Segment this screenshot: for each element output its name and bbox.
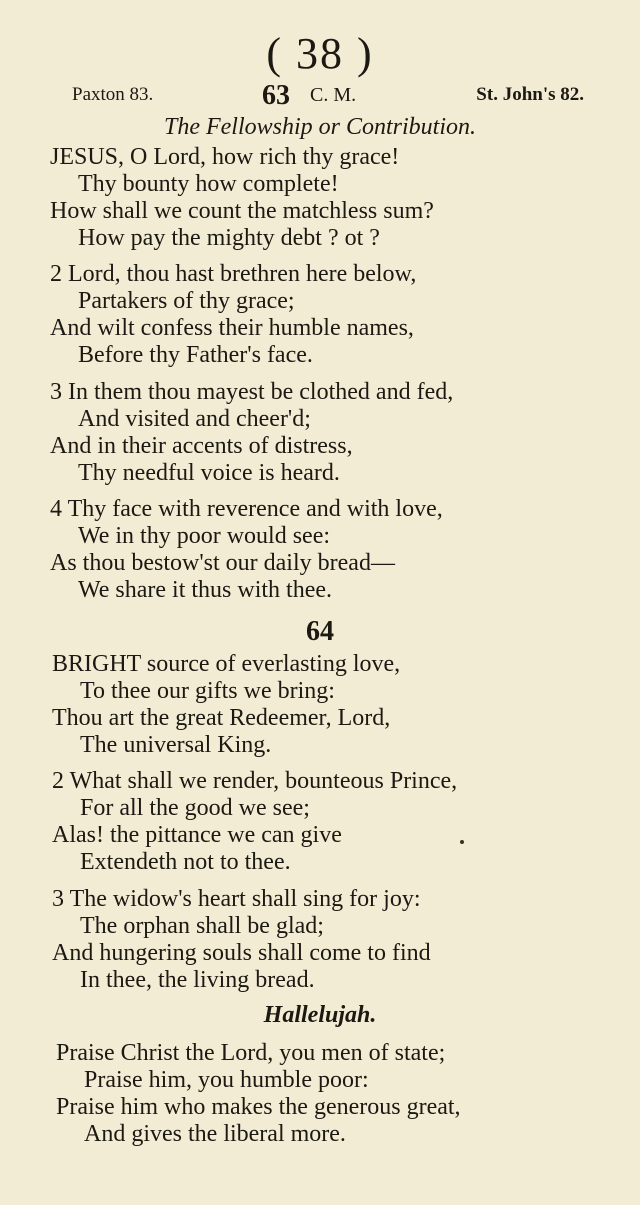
ink-speck xyxy=(460,840,464,844)
hymn63-s4-line2: We in thy poor would see: xyxy=(78,523,331,549)
hymn64-s3-line1: 3 The widow's heart shall sing for joy: xyxy=(52,886,421,912)
hallelujah-title: Hallelujah. xyxy=(263,1002,377,1028)
hymn-number-63: 63 xyxy=(262,80,290,111)
hymn-number-64: 64 xyxy=(306,616,334,647)
hymn63-s4-line4: We share it thus with thee. xyxy=(78,577,333,603)
hymn64-s3-line3: And hungering souls shall come to find xyxy=(52,940,431,966)
hymn64-s2-line3: Alas! the pittance we can give xyxy=(52,822,342,848)
hymn64-s2-line2: For all the good we see; xyxy=(80,795,310,821)
hymn63-s4-line1: 4 Thy face with reverence and with love, xyxy=(50,496,443,522)
hymn63-s2-line1: 2 Lord, thou hast brethren here below, xyxy=(50,261,417,287)
tune-name-left: Paxton 83. xyxy=(72,84,154,105)
hymn63-s4-line3: As thou bestow'st our daily bread— xyxy=(50,550,395,576)
hymn64-s2-line1: 2 What shall we render, bounteous Prince, xyxy=(52,768,458,794)
hymn64-s2-line4: Extendeth not to thee. xyxy=(80,849,291,875)
hallelujah-line3: Praise him who makes the generous great, xyxy=(56,1094,461,1120)
hymn63-s3-line1: 3 In them thou mayest be clothed and fed, xyxy=(50,379,454,405)
hymn63-s2-line2: Partakers of thy grace; xyxy=(78,288,295,314)
hymn63-s3-line2: And visited and cheer'd; xyxy=(78,406,311,432)
hymn64-s1-line2: To thee our gifts we bring: xyxy=(80,678,335,704)
hymn64-s1-line1: BRIGHT source of everlasting love, xyxy=(52,651,401,677)
hallelujah-line2: Praise him, you humble poor: xyxy=(84,1067,369,1093)
hymn63-s2-line4: Before thy Father's face. xyxy=(78,342,313,368)
hymn64-s3-line2: The orphan shall be glad; xyxy=(80,913,324,939)
hymn63-s1-line2: Thy bounty how complete! xyxy=(78,171,339,197)
hymn63-s2-line3: And wilt confess their humble names, xyxy=(50,315,414,341)
hallelujah-line4: And gives the liberal more. xyxy=(84,1121,346,1147)
hymn64-s1-line3: Thou art the great Redeemer, Lord, xyxy=(52,705,391,731)
hymn64-s1-line4: The universal King. xyxy=(80,732,272,758)
hymn63-s1-line3: How shall we count the matchless sum? xyxy=(50,198,434,224)
hymn63-s3-line4: Thy needful voice is heard. xyxy=(78,460,340,486)
hallelujah-line1: Praise Christ the Lord, you men of state; xyxy=(56,1040,446,1066)
hymn63-s3-line3: And in their accents of distress, xyxy=(50,433,353,459)
page-number: ( 38 ) xyxy=(266,29,374,78)
hymn-title: The Fellowship or Contribution. xyxy=(163,114,477,140)
hymn63-s1-line1: JESUS, O Lord, how rich thy grace! xyxy=(50,144,400,170)
hymn64-s3-line4: In thee, the living bread. xyxy=(80,967,315,993)
meter-label: C. M. xyxy=(310,84,357,106)
hymn63-s1-line4: How pay the mighty debt ? ot ? xyxy=(78,225,380,251)
tune-name-right: St. John's 82. xyxy=(476,84,584,105)
